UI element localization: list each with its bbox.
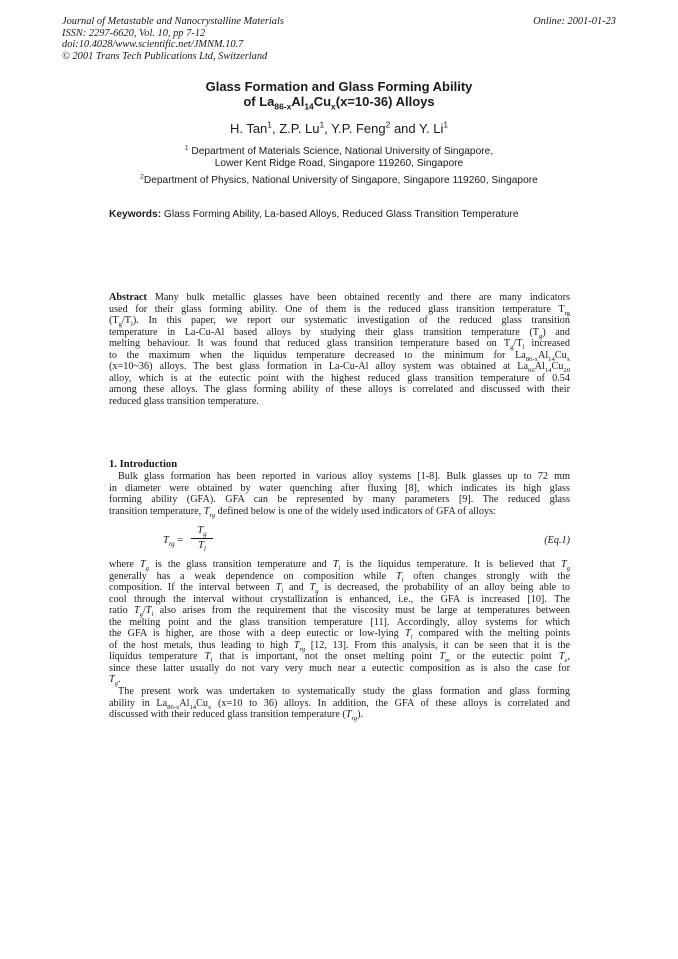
journal-name: Journal of Metastable and Nanocrystalline Materials bbox=[62, 16, 284, 27]
keywords-label: Keywords: bbox=[109, 209, 162, 220]
abstract: Abstract Many bulk metallic glasses have been obtained recently and there are many indicators used for their glass forming ability. One of them is the reduced glass transition temperature $T_{rg}$ $(T_g/T_l)$. In this paper, we report our systematic investigation of the reduced glass transition temperature in La-Cu-Al based alloys by studying their glass transition temperature $(T_g)$ and melting behaviour. It was found that reduced glass transition temperature based on $T_g/T_l$ increased to the maximum when the liquidus temperature decreased to the minimum for $La_{86-x}Al_{14}Cu_x$ (x=10~36) alloys. The best glass formation in La-Cu-Al alloy system was obtained at $La_{66}Al_{14}Cu_{20}$ alloy, which is at the eutectic point with the highest reduced glass transition temperature of 0.54 among these alloys. The glass forming ability of these alloys is correlated and discussed with their reduced glass transition temperature. bbox=[109, 292, 570, 407]
author-list: H. Tan$^1$, Z.P. Lu$^1$, Y.P. Feng$^2$ and Y. Li$^1$ bbox=[229, 119, 449, 136]
equation-fraction: $T_g$ $T_l$ bbox=[191, 525, 213, 552]
intro-paragraph-2: where $T_g$ is the glass transition temperature and $T_l$ is the liquidus temperature. It is believed that $T_g$ generally has a weak dependence on composition while $T_l$ often changes strongly with the composition. If the interval between $T_l$ and $T_g$ is decreased, the probability of an alloy being able to cool through the interval without crystallization is enhanced, i.e., the GFA is increased [10]. The ratio $T_g/T_l$ also arises from the requirement that the viscosity must be large at temperatures between the melting point and the glass transition temperature [11]. Accordingly, alloy systems for which the GFA is higher, are those with a deep eutectic or low-lying $T_l$ compared with the melting points of the host metals, thus leading to high $T_{rg}$ [12, 13]. From this analysis, it can be seen that it is the liquidus temperature $T_l$ that is important, not the onset melting point $T_m$ or the eutectic point $T_e$, since these latter usually do not vary very much near a eutectic composition as is also the case for $T_g$. The present work was undertaken to systematically study the glass formation and glass forming ability in $La_{86-x}Al_{14}Cu_x$ (x=10 to 36) alloys. In addition, the GFA of these alloys is correlated and discussed with their reduced glass transition temperature $(T_{rg})$. bbox=[109, 559, 571, 723]
affiliation-1: $^1$ Department of Materials Science, National University of Singapore, Lower Kent Ridge Road, Singapore 119260, Singapore bbox=[184, 144, 494, 169]
equation-label: (Eq.1) bbox=[544, 535, 570, 546]
keywords bbox=[109, 209, 519, 220]
title-line-2: of $La_{86-x}Al_{14}Cu_x(x=10-36)$ Alloys bbox=[243, 94, 435, 112]
equation-1 bbox=[109, 525, 570, 557]
intro-paragraph-3: The present work was undertaken to systematically study the glass formation and glass forming bbox=[118, 686, 570, 698]
paper-title bbox=[0, 79, 678, 112]
intro-paragraph-1: Bulk glass formation has been reported in various alloy systems [1-8]. Bulk glasses up to 72 mm in diameter were obtained by water quenching after fluxing [8], which indicates its high glass forming ability (GFA). GFA can be represented by many parameters [9]. The reduced glass transition temperature, $T_{rg}$ defined below is one of the widely used indicators of GFA of alloys: bbox=[109, 471, 570, 519]
fraction-bar bbox=[191, 538, 213, 539]
keywords-text: Glass Forming Ability, La-based Alloys, Reduced Glass Transition Temperature bbox=[161, 209, 519, 220]
journal-copyright: © 2001 Trans Tech Publications Ltd, Switzerland bbox=[62, 50, 268, 62]
affiliation-2: $^2$Department of Physics, National University of Singapore, Singapore 119260, Singapore bbox=[140, 173, 538, 186]
journal-doi: doi:10.4028/www.scientific.net/JMNM.10.7 bbox=[62, 39, 244, 50]
section-heading-introduction: 1. Introduction bbox=[109, 459, 178, 470]
abstract-label: Abstract bbox=[109, 292, 147, 303]
title-line-1: Glass Formation and Glass Forming Ability bbox=[205, 79, 473, 94]
journal-header bbox=[62, 16, 284, 62]
journal-issn: ISSN: 2297-6620, Vol. 10, pp 7-12 bbox=[62, 27, 206, 39]
online-date: Online: 2001-01-23 bbox=[533, 16, 616, 27]
equation-lhs: $T_{rg}$ = bbox=[163, 535, 184, 549]
